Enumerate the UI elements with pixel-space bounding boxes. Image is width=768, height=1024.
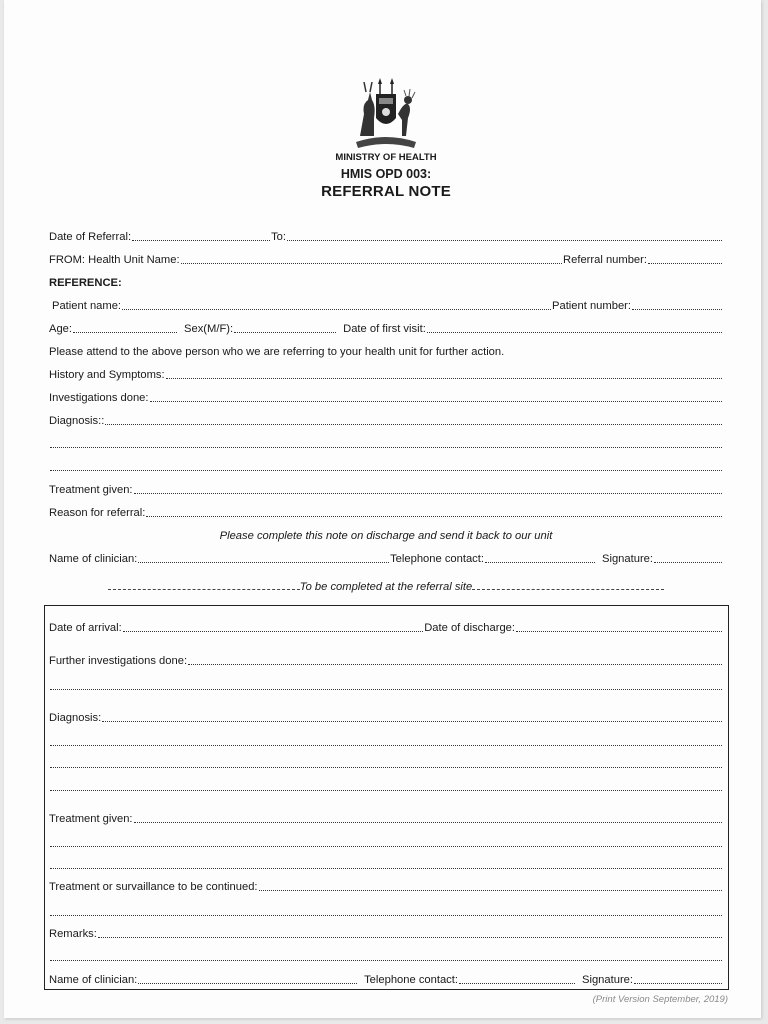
- row-discharge-note: [49, 527, 723, 543]
- patient-number-field[interactable]: [632, 308, 722, 310]
- row-age: [49, 320, 723, 336]
- diagnosis-2-field-line-2[interactable]: [50, 744, 722, 746]
- health-unit-label: FROM: Health Unit Name:: [49, 254, 180, 266]
- date-of-referral-field[interactable]: [132, 239, 270, 241]
- divider-right: [472, 589, 664, 590]
- patient-name-field[interactable]: [122, 308, 551, 310]
- age-label: Age:: [49, 323, 73, 335]
- divider-left: [108, 589, 300, 590]
- further-investigations-label: Further investigations done:: [49, 655, 188, 667]
- row-further-investigations-line-2: [49, 677, 723, 693]
- clinician-label: Name of clinician:: [49, 553, 138, 565]
- treatment-2-field-line-2[interactable]: [50, 845, 722, 847]
- coat-of-arms-icon: [346, 74, 426, 152]
- treatment-label: Treatment given:: [49, 484, 133, 496]
- row-treatment-2: [49, 810, 723, 826]
- age-field[interactable]: [73, 331, 177, 333]
- diagnosis-2-field[interactable]: [102, 720, 722, 722]
- row-diagnosis-line-2: [49, 435, 723, 451]
- remarks-field-line-2[interactable]: [50, 959, 722, 961]
- row-remarks: [49, 925, 723, 941]
- history-field[interactable]: [166, 377, 722, 379]
- row-date-of-referral: [49, 228, 723, 244]
- date-of-discharge-label: Date of discharge:: [424, 622, 515, 634]
- diagnosis-2-field-line-3[interactable]: [50, 766, 722, 768]
- continued-field[interactable]: [259, 889, 722, 891]
- row-diagnosis-2-line-4: [49, 778, 723, 794]
- to-label: To:: [271, 231, 287, 243]
- row-date-of-arrival: [49, 619, 723, 635]
- patient-name-label: Patient name:: [52, 300, 122, 312]
- row-diagnosis: [49, 412, 723, 428]
- row-clinician-2: [49, 971, 723, 987]
- row-remarks-line-2: [49, 948, 723, 964]
- row-diagnosis-line-3: [49, 458, 723, 474]
- discharge-note-text: Please complete this note on discharge and send it back to our unit: [219, 530, 553, 542]
- telephone-label: Telephone contact:: [390, 553, 484, 565]
- row-treatment-2-line-3: [49, 856, 723, 872]
- row-continued: [49, 878, 723, 894]
- diagnosis-2-field-line-4[interactable]: [50, 789, 722, 791]
- treatment-2-label: Treatment given:: [49, 813, 133, 825]
- telephone-2-field[interactable]: [459, 982, 575, 984]
- treatment-field[interactable]: [134, 492, 722, 494]
- row-diagnosis-2: [49, 709, 723, 725]
- signature-2-field[interactable]: [634, 982, 722, 984]
- ministry-name: MINISTRY OF HEALTH: [335, 152, 437, 163]
- reference-heading: REFERENCE:: [49, 277, 122, 289]
- referral-number-label: Referral number:: [563, 254, 647, 266]
- row-instruction: [49, 343, 723, 359]
- row-clinician: [49, 550, 723, 566]
- patient-number-label: Patient number:: [552, 300, 631, 312]
- date-of-referral-label: Date of Referral:: [49, 231, 132, 243]
- row-patient-name: [52, 297, 723, 313]
- row-treatment: [49, 481, 723, 497]
- row-diagnosis-2-line-2: [49, 733, 723, 749]
- row-from: [49, 251, 723, 267]
- diagnosis-field[interactable]: [105, 423, 722, 425]
- row-diagnosis-2-line-3: [49, 755, 723, 771]
- investigations-field[interactable]: [150, 400, 722, 402]
- investigations-label: Investigations done:: [49, 392, 149, 404]
- date-first-visit-label: Date of first visit:: [343, 323, 426, 335]
- date-of-arrival-field[interactable]: [123, 630, 423, 632]
- diagnosis-field-line-2[interactable]: [50, 446, 722, 448]
- treatment-2-field-line-3[interactable]: [50, 867, 722, 869]
- clinician-field[interactable]: [138, 561, 389, 563]
- clinician-2-field[interactable]: [138, 982, 357, 984]
- continued-label: Treatment or survaillance to be continued:: [49, 881, 258, 893]
- diagnosis-label: Diagnosis::: [49, 415, 105, 427]
- signature-label: Signature:: [602, 553, 653, 565]
- diagnosis-field-line-3[interactable]: [50, 469, 722, 471]
- row-further-investigations: [49, 652, 723, 668]
- continued-field-line-2[interactable]: [50, 914, 722, 916]
- row-referral-site-divider: [108, 578, 664, 594]
- history-label: History and Symptoms:: [49, 369, 165, 381]
- date-first-visit-field[interactable]: [427, 331, 722, 333]
- form-header: [0, 74, 768, 200]
- referral-site-text: To be completed at the referral site: [299, 581, 473, 593]
- date-of-discharge-field[interactable]: [516, 630, 722, 632]
- row-treatment-2-line-2: [49, 834, 723, 850]
- further-investigations-field-line-2[interactable]: [50, 688, 722, 690]
- signature-field[interactable]: [654, 561, 722, 563]
- date-of-arrival-label: Date of arrival:: [49, 622, 122, 634]
- sex-field[interactable]: [234, 331, 336, 333]
- telephone-2-label: Telephone contact:: [364, 974, 458, 986]
- remarks-field[interactable]: [98, 936, 722, 938]
- clinician-2-label: Name of clinician:: [49, 974, 138, 986]
- row-reference: [49, 274, 723, 290]
- form-code: HMIS OPD 003:: [340, 167, 432, 181]
- row-investigations: [49, 389, 723, 405]
- diagnosis-2-label: Diagnosis:: [49, 712, 102, 724]
- telephone-field[interactable]: [485, 561, 595, 563]
- signature-2-label: Signature:: [582, 974, 633, 986]
- print-version: (Print Version September, 2019): [592, 994, 728, 1005]
- remarks-label: Remarks:: [49, 928, 97, 940]
- referral-number-field[interactable]: [648, 262, 722, 264]
- instruction-text: Please attend to the above person who we are referring to your health unit for further action.: [49, 346, 505, 358]
- to-field[interactable]: [287, 239, 722, 241]
- treatment-2-field[interactable]: [134, 821, 722, 823]
- row-continued-line-2: [49, 903, 723, 919]
- page-title: REFERRAL NOTE: [321, 183, 451, 200]
- further-investigations-field[interactable]: [188, 663, 722, 665]
- health-unit-field[interactable]: [181, 262, 562, 264]
- row-reason: [49, 504, 723, 520]
- reason-label: Reason for referral:: [49, 507, 146, 519]
- row-history: [49, 366, 723, 382]
- reason-field[interactable]: [146, 515, 722, 517]
- sex-label: Sex(M/F):: [184, 323, 234, 335]
